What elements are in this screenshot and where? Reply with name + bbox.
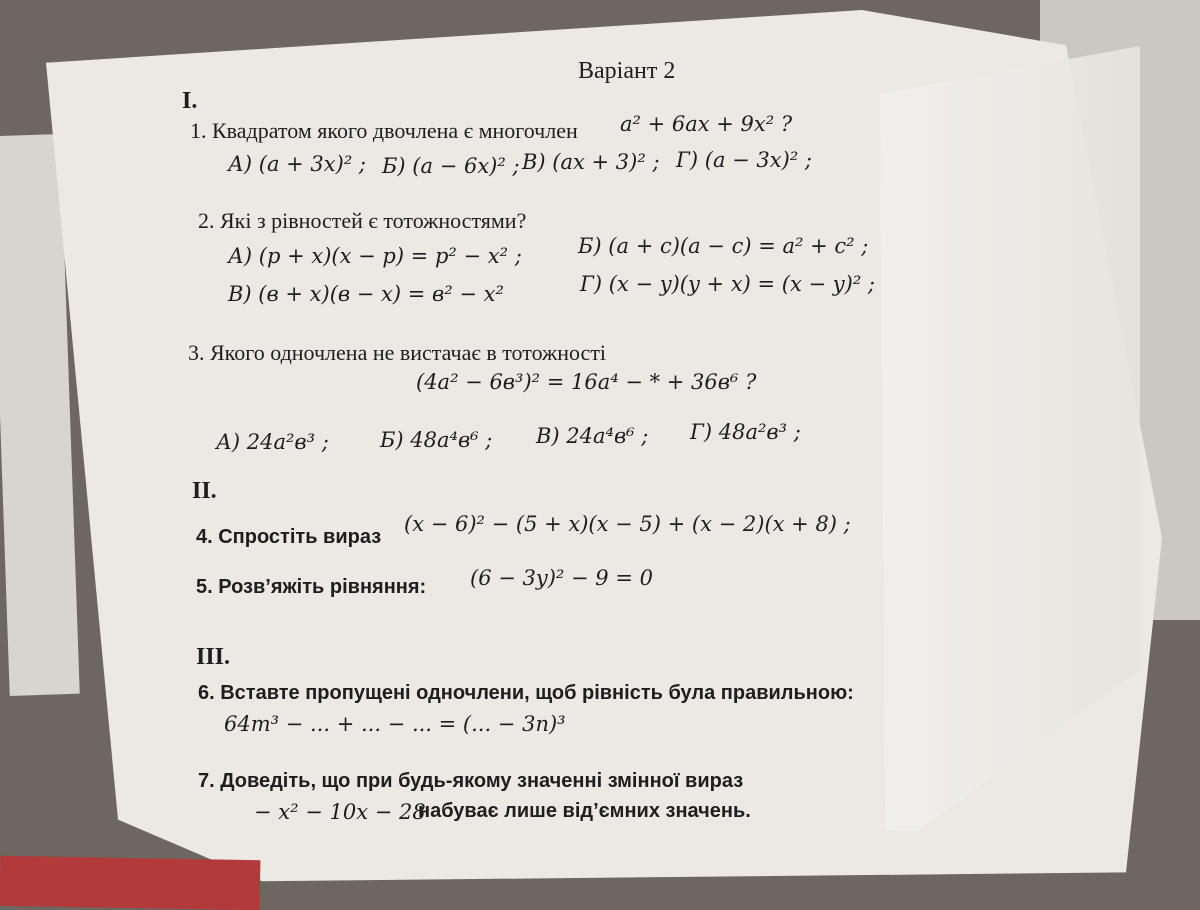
q2-option-b: Б) (a + c)(a − c) = a² + c² ; <box>578 234 869 258</box>
q1-option-g: Г) (a − 3x)² ; <box>676 148 812 172</box>
q1-question: 1. Квадратом якого двочлена є многочлен <box>190 118 578 143</box>
q3-question: 3. Якого одночлена не вистачає в тотожності <box>188 340 607 365</box>
q3-option-g: Г) 48a²в³ ; <box>690 420 801 444</box>
q4-label: 4. Спростіть вираз <box>196 526 382 548</box>
q2-option-v: В) (в + x)(в − x) = в² − x² <box>228 282 504 306</box>
q3-option-a: А) 24a²в³ ; <box>216 430 329 454</box>
q2-option-g: Г) (x − y)(y + x) = (x − y)² ; <box>580 272 876 296</box>
section-2: II. <box>192 478 217 504</box>
q6-label: 6. Вставте пропущені одночлени, щоб рівність була правильною: <box>198 682 854 704</box>
q5-label: 5. Розв’яжіть рівняння: <box>196 576 427 598</box>
variant-title: Варіант 2 <box>578 58 676 84</box>
red-book-corner <box>0 856 260 910</box>
q2-question: 2. Які з рівностей є тотожностями? <box>198 208 527 233</box>
q1-option-a: А) (a + 3x)² ; <box>228 152 366 176</box>
q7-label: 7. Доведіть, що при будь-якому значенні змінної вираз <box>198 770 744 792</box>
q5-expression: (6 − 3y)² − 9 = 0 <box>470 566 653 590</box>
q1-option-v: В) (ax + 3)² ; <box>522 150 660 174</box>
q7-expression: − x² − 10x − 28 <box>254 800 426 824</box>
q1-option-b: Б) (a − 6x)² ; <box>382 154 520 178</box>
q3-identity: (4a² − 6в³)² = 16a⁴ − * + 36в⁶ ? <box>416 370 757 394</box>
section-3: III. <box>196 644 231 670</box>
q6-expression: 64m³ − ... + ... − ... = (... − 3n)³ <box>224 712 566 736</box>
q2-option-a: А) (p + x)(x − p) = p² − x² ; <box>228 244 522 268</box>
q3-option-v: В) 24a⁴в⁶ ; <box>536 424 649 448</box>
q7-tail: набуває лише від’ємних значень. <box>418 800 751 822</box>
q4-expression: (x − 6)² − (5 + x)(x − 5) + (x − 2)(x + 8) ; <box>404 512 851 536</box>
q1-polynomial: a² + 6ax + 9x² ? <box>620 112 793 136</box>
q3-option-b: Б) 48a⁴в⁶ ; <box>380 428 493 452</box>
section-1: I. <box>182 88 198 114</box>
